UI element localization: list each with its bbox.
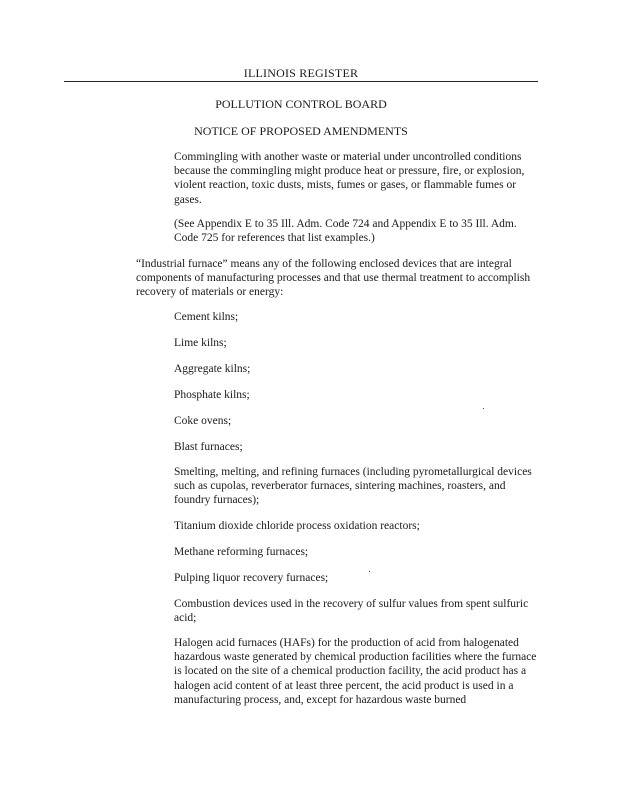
notice-title: NOTICE OF PROPOSED AMENDMENTS [194, 124, 408, 138]
board-title: POLLUTION CONTROL BOARD [215, 97, 387, 111]
list-item: Cement kilns; [174, 311, 239, 323]
register-title: ILLINOIS REGISTER [243, 66, 359, 80]
list-item: Aggregate kilns; [174, 363, 251, 375]
register-header [64, 66, 538, 84]
scan-speck [369, 571, 370, 572]
list-item: Halogen acid furnaces (HAFs) for the production of acid from halogenated hazardous waste generated by chemical production facilities where the furnace is located on the site of a chemical production facility, the acid product has a halogen acid content of at least three percent, the acid product is used in a manufacturing process, and, except for hazardous waste burned [174, 637, 537, 706]
list-item: Coke ovens; [174, 415, 232, 427]
scan-speck [483, 408, 484, 409]
list-item: Pulping liquor recovery furnaces; [174, 572, 329, 584]
industrial-furnace-definition: “Industrial furnace” means any of the following enclosed devices that are integral components of manufacturing processes and that use thermal treatment to accomplish recovery of materials or energy: [136, 258, 531, 299]
list-item: Titanium dioxide chloride process oxidation reactors; [174, 520, 420, 532]
list-item: Blast furnaces; [174, 441, 243, 453]
commingling-paragraph: Commingling with another waste or material under uncontrolled conditions because the commingling might produce heat or pressure, fire, or explosion, violent reaction, toxic dusts, mists, fumes or gases, or flammable fumes or gases. [174, 151, 525, 206]
list-item: Methane reforming furnaces; [174, 546, 309, 558]
appendix-reference: (See Appendix E to 35 Ill. Adm. Code 724 and Appendix E to 35 Ill. Adm. Code 725 for references that list examples.) [174, 218, 517, 245]
list-item: Lime kilns; [174, 337, 227, 349]
header-rule [64, 81, 538, 82]
list-item: Smelting, melting, and refining furnaces (including pyrometallurgical devices such as cupolas, reverberator furnaces, sintering machines, roasters, and foundry furnaces); [174, 466, 532, 507]
list-item: Combustion devices used in the recovery of sulfur values from spent sulfuric acid; [174, 598, 529, 625]
list-item: Phosphate kilns; [174, 389, 250, 401]
